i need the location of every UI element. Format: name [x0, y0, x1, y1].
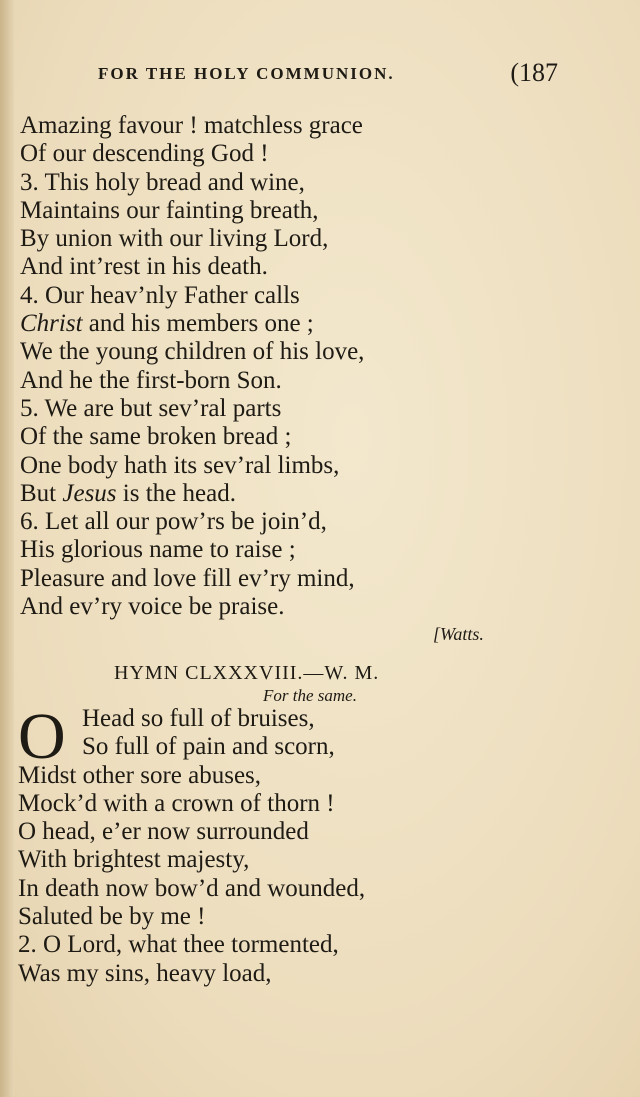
- verse-line: 4. Our heav’nly Father calls: [20, 281, 300, 309]
- verse-line: So full of pain and scorn,: [82, 733, 335, 761]
- verse-line: Maintains our fainting breath,: [20, 196, 319, 224]
- verse-line: Was my sins, heavy load,: [18, 959, 272, 987]
- verse-text: is the head.: [116, 479, 236, 507]
- running-title: FOR THE HOLY COMMUNION.: [98, 64, 395, 83]
- verse-line: Saluted be by me !: [18, 903, 206, 931]
- verse-line: One body hath its sev’ral limbs,: [20, 451, 340, 479]
- page-gutter: [0, 0, 14, 1097]
- verse-line: And he the first-born Son.: [20, 366, 282, 394]
- verse-line: With brightest majesty,: [18, 846, 250, 874]
- hymn-title: HYMN CLXXXVIII.—W. M.: [114, 662, 380, 684]
- verse-line: Midst other sore abuses,: [18, 761, 262, 789]
- verse-line: [20, 310, 620, 338]
- running-head: [98, 60, 558, 90]
- verse-text: But: [20, 479, 63, 507]
- drop-cap: O: [18, 700, 66, 773]
- verse-line: 3. This holy bread and wine,: [20, 168, 305, 196]
- verse-line: Of the same broken bread ;: [20, 423, 292, 451]
- continued-hymn: [20, 112, 620, 621]
- hymn-text: [18, 700, 618, 988]
- verse-line: Of our descending God !: [20, 140, 269, 168]
- verse-line: In death now bow’d and wounded,: [18, 874, 366, 902]
- verse-line: And ev’ry voice be praise.: [20, 593, 285, 621]
- author-attribution: [Watts.: [433, 624, 484, 644]
- verse-line: 5. We are but sev’ral parts: [20, 394, 282, 422]
- verse-line: O head, e’er now surrounded: [18, 818, 309, 846]
- verse-line: His glorious name to raise ;: [20, 536, 296, 564]
- verse-line: We the young children of his love,: [20, 338, 365, 366]
- verse-line: By union with our living Lord,: [20, 225, 329, 253]
- verse-line: 6. Let all our pow’rs be join’d,: [20, 508, 327, 536]
- verse-line: Pleasure and love fill ev’ry mind,: [20, 564, 355, 592]
- verse-line: Amazing favour ! matchless grace: [20, 112, 363, 139]
- hymn-subtitle: For the same.: [263, 686, 357, 705]
- page-number: (187: [510, 58, 558, 87]
- verse-line: Head so full of bruises,: [82, 705, 315, 732]
- verse-text: and his members one ;: [82, 310, 314, 338]
- italic-word: Jesus: [62, 479, 117, 507]
- verse-line: And int’rest in his death.: [20, 253, 268, 281]
- italic-word: Christ: [20, 310, 83, 338]
- verse-line: Mock’d with a crown of thorn !: [18, 789, 335, 817]
- verse-line: 2. O Lord, what thee tormented,: [18, 931, 339, 959]
- verse-line: [20, 480, 620, 508]
